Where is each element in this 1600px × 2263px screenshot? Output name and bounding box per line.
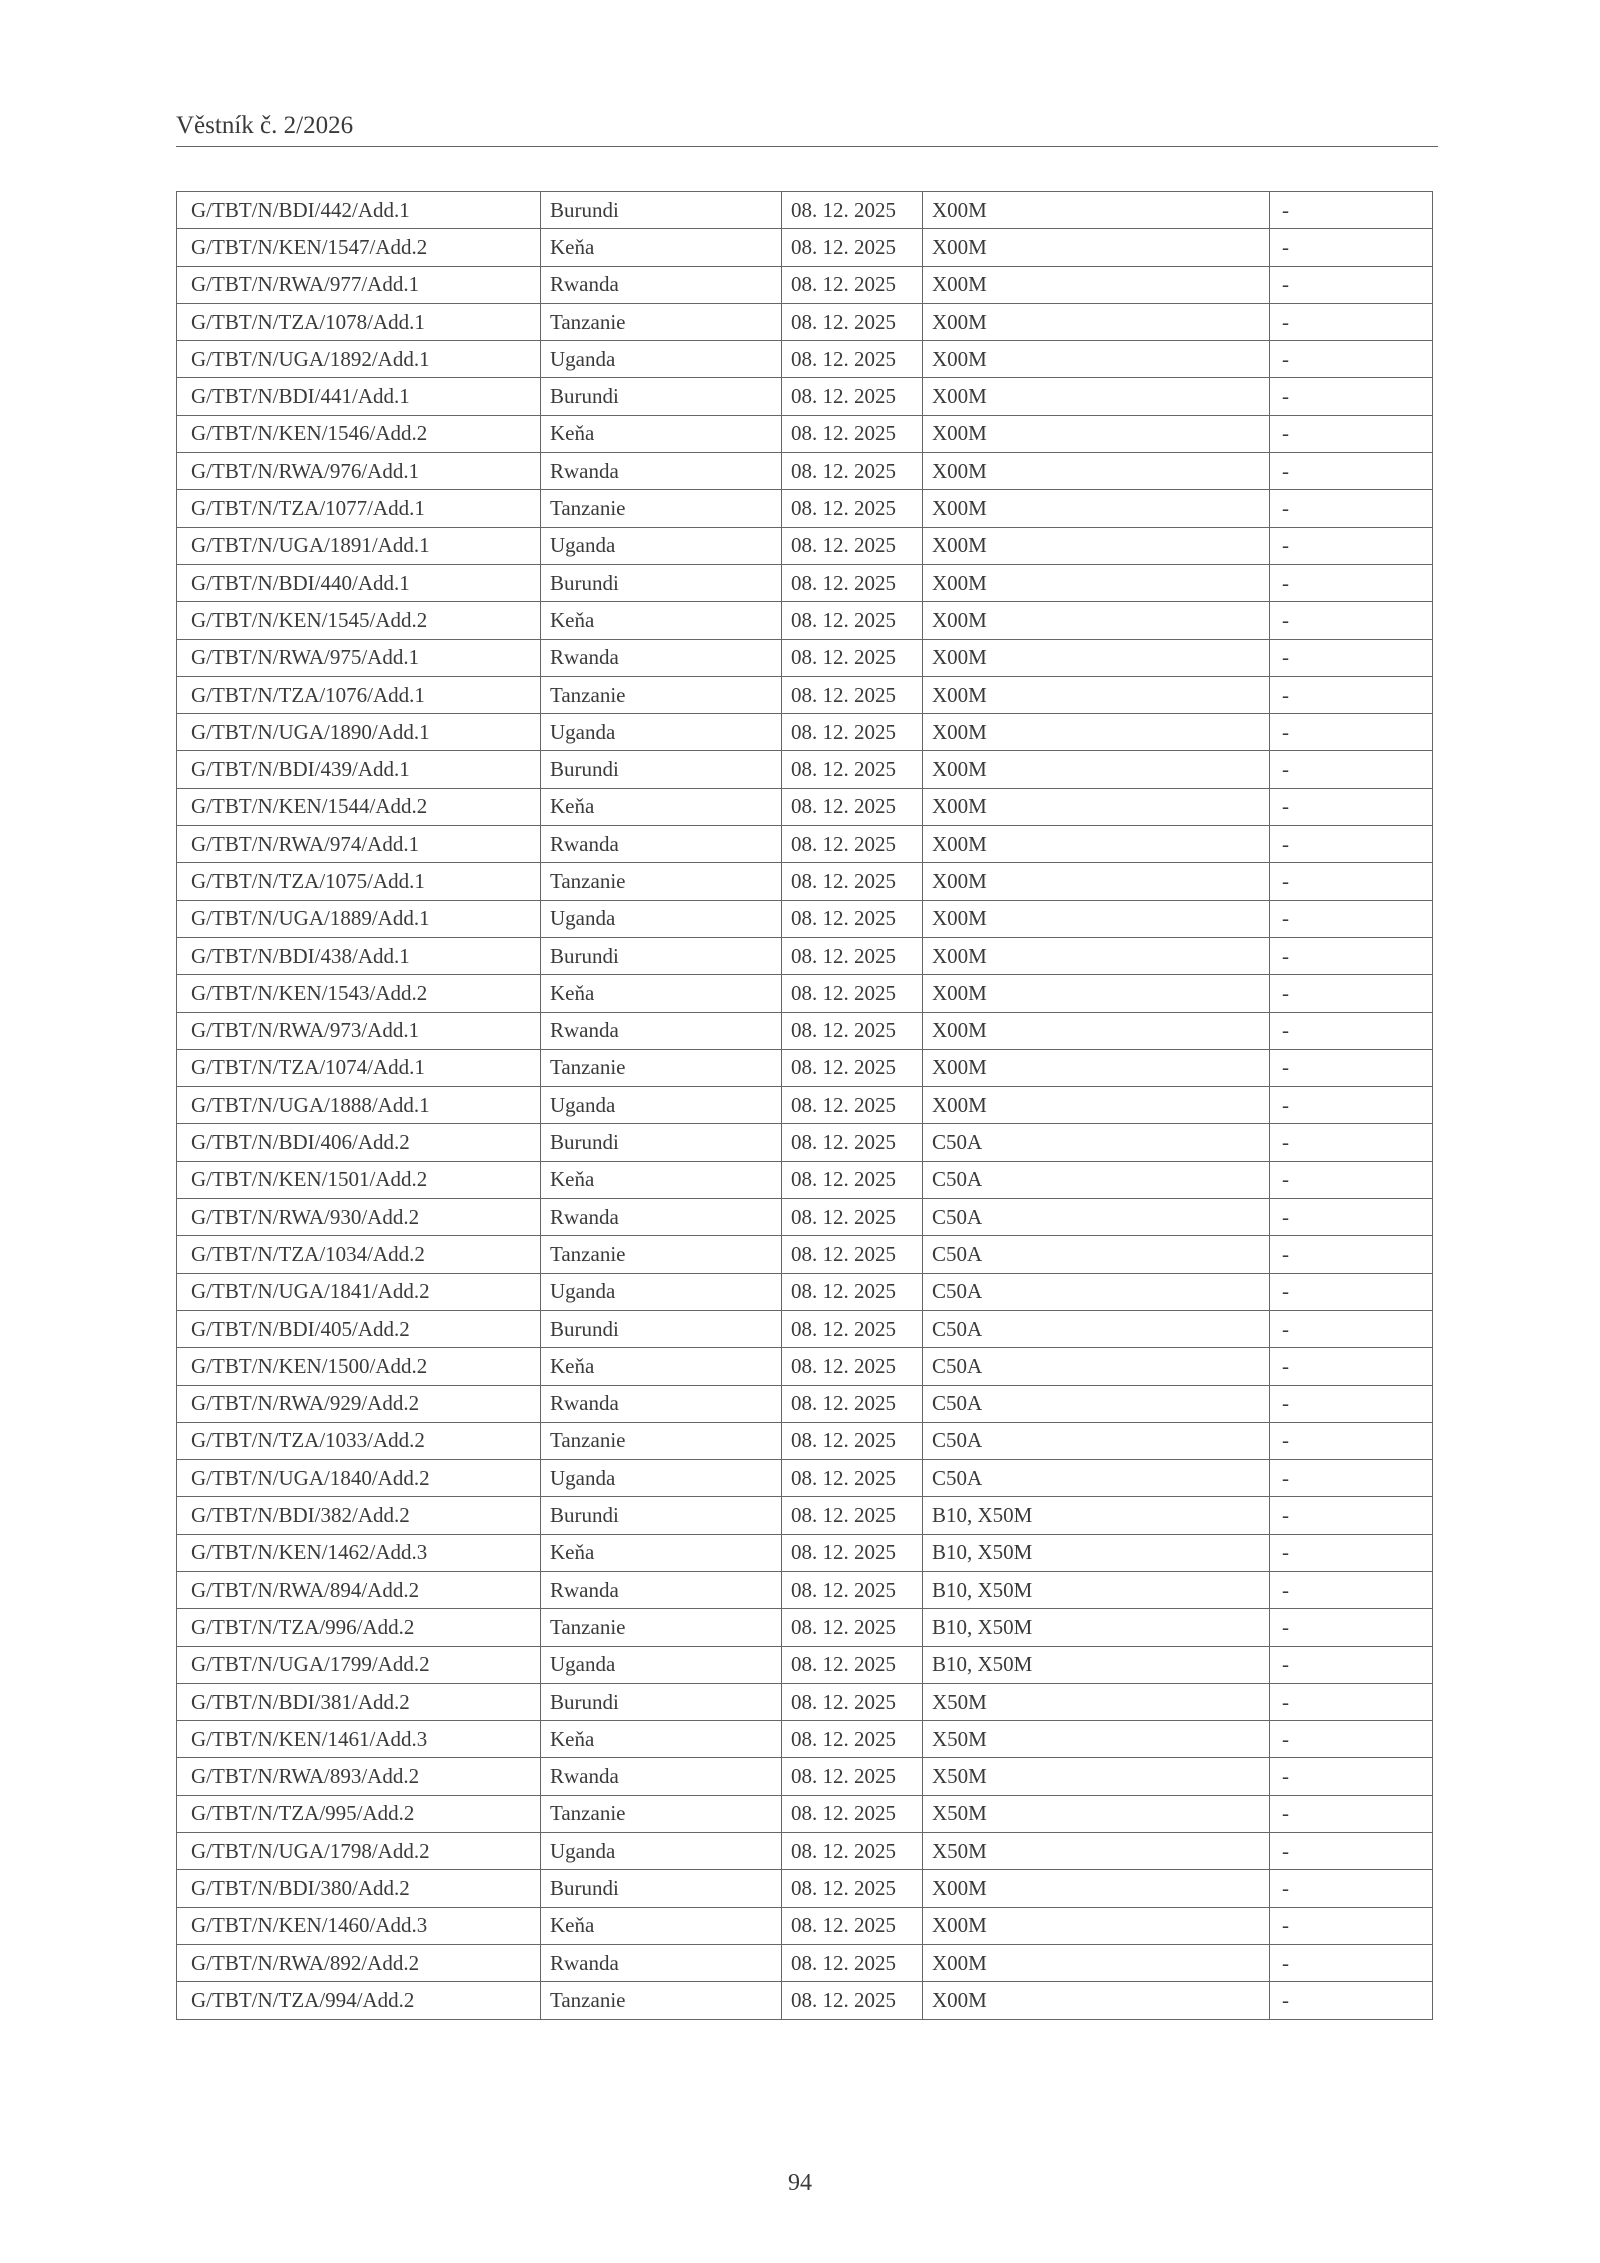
cell-country: Rwanda [541,1758,782,1795]
cell-document-symbol: G/TBT/N/UGA/1799/Add.2 [177,1646,541,1683]
cell-date: 08. 12. 2025 [782,1534,923,1571]
cell-country: Uganda [541,1087,782,1124]
cell-document-symbol: G/TBT/N/RWA/930/Add.2 [177,1199,541,1236]
table-row [177,863,1433,900]
cell-note: - [1270,1012,1433,1049]
cell-date: 08. 12. 2025 [782,1348,923,1385]
cell-date: 08. 12. 2025 [782,1310,923,1347]
cell-date: 08. 12. 2025 [782,1982,923,2019]
cell-ics-code: X00M [923,1049,1270,1086]
cell-note: - [1270,453,1433,490]
cell-document-symbol: G/TBT/N/RWA/893/Add.2 [177,1758,541,1795]
cell-country: Uganda [541,1273,782,1310]
cell-document-symbol: G/TBT/N/RWA/974/Add.1 [177,826,541,863]
cell-note: - [1270,639,1433,676]
cell-ics-code: B10, X50M [923,1571,1270,1608]
cell-note: - [1270,1236,1433,1273]
cell-ics-code: X00M [923,415,1270,452]
cell-ics-code: C50A [923,1161,1270,1198]
cell-date: 08. 12. 2025 [782,1646,923,1683]
cell-country: Burundi [541,192,782,229]
table-row [177,1199,1433,1236]
cell-country: Tanzanie [541,863,782,900]
cell-country: Burundi [541,1683,782,1720]
table-row [177,975,1433,1012]
cell-ics-code: X00M [923,714,1270,751]
cell-ics-code: X00M [923,826,1270,863]
cell-country: Uganda [541,1646,782,1683]
cell-note: - [1270,229,1433,266]
cell-ics-code: X50M [923,1683,1270,1720]
cell-date: 08. 12. 2025 [782,1571,923,1608]
cell-ics-code: C50A [923,1124,1270,1161]
cell-country: Uganda [541,527,782,564]
page-number: 94 [788,2170,812,2196]
table-row [177,378,1433,415]
cell-date: 08. 12. 2025 [782,1049,923,1086]
cell-country: Burundi [541,751,782,788]
cell-ics-code: X00M [923,564,1270,601]
table-row [177,1012,1433,1049]
table-row [177,676,1433,713]
cell-date: 08. 12. 2025 [782,303,923,340]
page-header-title: Věstník č. 2/2026 [176,112,354,139]
cell-country: Rwanda [541,1012,782,1049]
cell-country: Uganda [541,1833,782,1870]
cell-country: Burundi [541,937,782,974]
cell-ics-code: C50A [923,1422,1270,1459]
table-row [177,1944,1433,1981]
cell-country: Rwanda [541,1571,782,1608]
table-row [177,1646,1433,1683]
cell-document-symbol: G/TBT/N/KEN/1544/Add.2 [177,788,541,825]
cell-ics-code: B10, X50M [923,1609,1270,1646]
cell-date: 08. 12. 2025 [782,266,923,303]
cell-ics-code: C50A [923,1236,1270,1273]
cell-note: - [1270,564,1433,601]
cell-document-symbol: G/TBT/N/BDI/406/Add.2 [177,1124,541,1161]
cell-country: Rwanda [541,639,782,676]
table-row [177,490,1433,527]
cell-document-symbol: G/TBT/N/RWA/894/Add.2 [177,1571,541,1608]
cell-country: Keňa [541,1721,782,1758]
cell-ics-code: B10, X50M [923,1534,1270,1571]
table-row [177,192,1433,229]
cell-date: 08. 12. 2025 [782,1683,923,1720]
cell-country: Tanzanie [541,490,782,527]
cell-date: 08. 12. 2025 [782,1721,923,1758]
cell-ics-code: X00M [923,751,1270,788]
table-row [177,751,1433,788]
cell-country: Keňa [541,1161,782,1198]
cell-ics-code: X50M [923,1833,1270,1870]
cell-document-symbol: G/TBT/N/KEN/1462/Add.3 [177,1534,541,1571]
cell-country: Tanzanie [541,1609,782,1646]
cell-country: Rwanda [541,1199,782,1236]
cell-country: Burundi [541,1310,782,1347]
table-row [177,826,1433,863]
cell-note: - [1270,1497,1433,1534]
cell-date: 08. 12. 2025 [782,490,923,527]
cell-ics-code: X00M [923,1087,1270,1124]
header-divider [176,146,1438,147]
cell-date: 08. 12. 2025 [782,1833,923,1870]
table-row [177,1795,1433,1832]
cell-note: - [1270,1795,1433,1832]
cell-note: - [1270,788,1433,825]
cell-country: Uganda [541,900,782,937]
cell-date: 08. 12. 2025 [782,378,923,415]
cell-country: Rwanda [541,266,782,303]
table-row [177,937,1433,974]
cell-document-symbol: G/TBT/N/KEN/1545/Add.2 [177,602,541,639]
cell-date: 08. 12. 2025 [782,1087,923,1124]
table-row [177,415,1433,452]
cell-date: 08. 12. 2025 [782,564,923,601]
cell-ics-code: X00M [923,1907,1270,1944]
cell-ics-code: X00M [923,1944,1270,1981]
cell-note: - [1270,975,1433,1012]
table-row [177,1497,1433,1534]
table-row [177,900,1433,937]
cell-country: Tanzanie [541,1236,782,1273]
cell-date: 08. 12. 2025 [782,453,923,490]
cell-ics-code: X00M [923,676,1270,713]
cell-document-symbol: G/TBT/N/BDI/441/Add.1 [177,378,541,415]
cell-ics-code: B10, X50M [923,1497,1270,1534]
cell-country: Keňa [541,975,782,1012]
cell-ics-code: X50M [923,1758,1270,1795]
cell-ics-code: X00M [923,975,1270,1012]
cell-document-symbol: G/TBT/N/BDI/442/Add.1 [177,192,541,229]
cell-note: - [1270,527,1433,564]
cell-document-symbol: G/TBT/N/RWA/976/Add.1 [177,453,541,490]
cell-country: Keňa [541,788,782,825]
cell-document-symbol: G/TBT/N/TZA/1076/Add.1 [177,676,541,713]
cell-date: 08. 12. 2025 [782,1124,923,1161]
table-row [177,527,1433,564]
cell-ics-code: C50A [923,1385,1270,1422]
notification-table [176,191,1433,2020]
table-row [177,1571,1433,1608]
cell-date: 08. 12. 2025 [782,975,923,1012]
cell-note: - [1270,1385,1433,1422]
table-row [177,639,1433,676]
table-row [177,1385,1433,1422]
cell-date: 08. 12. 2025 [782,1907,923,1944]
cell-note: - [1270,303,1433,340]
cell-ics-code: C50A [923,1273,1270,1310]
cell-ics-code: X00M [923,341,1270,378]
cell-note: - [1270,1944,1433,1981]
cell-ics-code: X00M [923,453,1270,490]
cell-country: Keňa [541,1534,782,1571]
table-row [177,1460,1433,1497]
cell-country: Rwanda [541,453,782,490]
table-row [177,1236,1433,1273]
cell-document-symbol: G/TBT/N/UGA/1890/Add.1 [177,714,541,751]
table-row [177,564,1433,601]
cell-note: - [1270,1907,1433,1944]
cell-note: - [1270,490,1433,527]
cell-date: 08. 12. 2025 [782,415,923,452]
cell-date: 08. 12. 2025 [782,229,923,266]
cell-country: Keňa [541,415,782,452]
cell-country: Burundi [541,1124,782,1161]
cell-document-symbol: G/TBT/N/RWA/929/Add.2 [177,1385,541,1422]
cell-document-symbol: G/TBT/N/TZA/994/Add.2 [177,1982,541,2019]
cell-ics-code: C50A [923,1310,1270,1347]
cell-date: 08. 12. 2025 [782,1199,923,1236]
cell-note: - [1270,266,1433,303]
cell-country: Keňa [541,1348,782,1385]
cell-ics-code: C50A [923,1348,1270,1385]
cell-date: 08. 12. 2025 [782,714,923,751]
cell-note: - [1270,1833,1433,1870]
table-row [177,1534,1433,1571]
cell-ics-code: X00M [923,937,1270,974]
cell-ics-code: X50M [923,1721,1270,1758]
cell-date: 08. 12. 2025 [782,1870,923,1907]
cell-note: - [1270,900,1433,937]
cell-note: - [1270,1087,1433,1124]
cell-date: 08. 12. 2025 [782,1944,923,1981]
cell-note: - [1270,1422,1433,1459]
cell-document-symbol: G/TBT/N/RWA/973/Add.1 [177,1012,541,1049]
table-row [177,602,1433,639]
cell-date: 08. 12. 2025 [782,1758,923,1795]
table-row [177,1087,1433,1124]
table-row [177,1758,1433,1795]
cell-ics-code: X00M [923,1870,1270,1907]
cell-note: - [1270,714,1433,751]
cell-date: 08. 12. 2025 [782,900,923,937]
cell-date: 08. 12. 2025 [782,788,923,825]
cell-country: Tanzanie [541,303,782,340]
cell-document-symbol: G/TBT/N/TZA/1034/Add.2 [177,1236,541,1273]
cell-country: Rwanda [541,1385,782,1422]
cell-country: Rwanda [541,826,782,863]
table-row [177,1273,1433,1310]
cell-note: - [1270,937,1433,974]
cell-note: - [1270,751,1433,788]
cell-country: Tanzanie [541,676,782,713]
cell-note: - [1270,1571,1433,1608]
cell-ics-code: X00M [923,378,1270,415]
cell-country: Tanzanie [541,1049,782,1086]
table-row [177,1870,1433,1907]
cell-note: - [1270,863,1433,900]
table-body [177,192,1433,2020]
table-row [177,1310,1433,1347]
table-row [177,1161,1433,1198]
cell-document-symbol: G/TBT/N/BDI/438/Add.1 [177,937,541,974]
cell-date: 08. 12. 2025 [782,1422,923,1459]
table-row [177,1124,1433,1161]
cell-note: - [1270,1199,1433,1236]
cell-country: Burundi [541,1497,782,1534]
cell-document-symbol: G/TBT/N/TZA/995/Add.2 [177,1795,541,1832]
cell-note: - [1270,1534,1433,1571]
cell-date: 08. 12. 2025 [782,826,923,863]
cell-document-symbol: G/TBT/N/UGA/1891/Add.1 [177,527,541,564]
cell-ics-code: X50M [923,1795,1270,1832]
cell-country: Keňa [541,602,782,639]
cell-country: Tanzanie [541,1795,782,1832]
cell-country: Uganda [541,714,782,751]
cell-note: - [1270,826,1433,863]
cell-country: Burundi [541,378,782,415]
table-row [177,266,1433,303]
cell-date: 08. 12. 2025 [782,602,923,639]
cell-note: - [1270,1721,1433,1758]
cell-date: 08. 12. 2025 [782,1795,923,1832]
cell-document-symbol: G/TBT/N/TZA/1074/Add.1 [177,1049,541,1086]
cell-country: Rwanda [541,1944,782,1981]
cell-document-symbol: G/TBT/N/KEN/1500/Add.2 [177,1348,541,1385]
cell-date: 08. 12. 2025 [782,639,923,676]
cell-date: 08. 12. 2025 [782,341,923,378]
cell-document-symbol: G/TBT/N/KEN/1461/Add.3 [177,1721,541,1758]
table-row [177,1907,1433,1944]
cell-note: - [1270,415,1433,452]
cell-date: 08. 12. 2025 [782,527,923,564]
cell-ics-code: X00M [923,863,1270,900]
cell-note: - [1270,378,1433,415]
cell-date: 08. 12. 2025 [782,1012,923,1049]
cell-date: 08. 12. 2025 [782,1497,923,1534]
cell-document-symbol: G/TBT/N/TZA/1078/Add.1 [177,303,541,340]
cell-note: - [1270,602,1433,639]
table-row [177,453,1433,490]
table-row [177,714,1433,751]
cell-ics-code: X00M [923,602,1270,639]
cell-ics-code: X00M [923,1012,1270,1049]
cell-country: Burundi [541,564,782,601]
cell-ics-code: X00M [923,1982,1270,2019]
cell-date: 08. 12. 2025 [782,1609,923,1646]
cell-document-symbol: G/TBT/N/KEN/1460/Add.3 [177,1907,541,1944]
cell-note: - [1270,1460,1433,1497]
cell-ics-code: X00M [923,229,1270,266]
cell-date: 08. 12. 2025 [782,751,923,788]
table-row [177,1683,1433,1720]
cell-document-symbol: G/TBT/N/BDI/440/Add.1 [177,564,541,601]
cell-document-symbol: G/TBT/N/KEN/1501/Add.2 [177,1161,541,1198]
table-row [177,303,1433,340]
cell-country: Uganda [541,1460,782,1497]
cell-date: 08. 12. 2025 [782,1273,923,1310]
cell-note: - [1270,1310,1433,1347]
cell-country: Tanzanie [541,1982,782,2019]
table-row [177,1833,1433,1870]
cell-note: - [1270,1348,1433,1385]
cell-document-symbol: G/TBT/N/UGA/1840/Add.2 [177,1460,541,1497]
cell-country: Tanzanie [541,1422,782,1459]
cell-ics-code: X00M [923,266,1270,303]
table-row [177,341,1433,378]
cell-note: - [1270,1683,1433,1720]
cell-date: 08. 12. 2025 [782,676,923,713]
cell-ics-code: B10, X50M [923,1646,1270,1683]
cell-ics-code: C50A [923,1460,1270,1497]
cell-note: - [1270,341,1433,378]
cell-country: Keňa [541,229,782,266]
cell-document-symbol: G/TBT/N/RWA/892/Add.2 [177,1944,541,1981]
cell-ics-code: C50A [923,1199,1270,1236]
cell-note: - [1270,1609,1433,1646]
cell-country: Burundi [541,1870,782,1907]
table-row [177,788,1433,825]
cell-document-symbol: G/TBT/N/BDI/439/Add.1 [177,751,541,788]
cell-note: - [1270,1161,1433,1198]
cell-document-symbol: G/TBT/N/UGA/1888/Add.1 [177,1087,541,1124]
cell-ics-code: X00M [923,527,1270,564]
cell-ics-code: X00M [923,900,1270,937]
cell-country: Keňa [541,1907,782,1944]
table-row [177,1049,1433,1086]
cell-note: - [1270,1273,1433,1310]
cell-document-symbol: G/TBT/N/RWA/975/Add.1 [177,639,541,676]
cell-date: 08. 12. 2025 [782,937,923,974]
cell-note: - [1270,1758,1433,1795]
cell-date: 08. 12. 2025 [782,1385,923,1422]
cell-document-symbol: G/TBT/N/TZA/1033/Add.2 [177,1422,541,1459]
cell-note: - [1270,676,1433,713]
cell-date: 08. 12. 2025 [782,1460,923,1497]
cell-document-symbol: G/TBT/N/KEN/1547/Add.2 [177,229,541,266]
cell-document-symbol: G/TBT/N/UGA/1889/Add.1 [177,900,541,937]
cell-note: - [1270,1646,1433,1683]
cell-ics-code: X00M [923,639,1270,676]
cell-document-symbol: G/TBT/N/BDI/380/Add.2 [177,1870,541,1907]
cell-date: 08. 12. 2025 [782,863,923,900]
cell-date: 08. 12. 2025 [782,1236,923,1273]
cell-country: Uganda [541,341,782,378]
cell-document-symbol: G/TBT/N/TZA/996/Add.2 [177,1609,541,1646]
cell-ics-code: X00M [923,192,1270,229]
cell-document-symbol: G/TBT/N/TZA/1077/Add.1 [177,490,541,527]
cell-document-symbol: G/TBT/N/KEN/1543/Add.2 [177,975,541,1012]
cell-note: - [1270,1049,1433,1086]
cell-ics-code: X00M [923,490,1270,527]
cell-document-symbol: G/TBT/N/UGA/1892/Add.1 [177,341,541,378]
cell-date: 08. 12. 2025 [782,1161,923,1198]
cell-document-symbol: G/TBT/N/BDI/381/Add.2 [177,1683,541,1720]
cell-document-symbol: G/TBT/N/TZA/1075/Add.1 [177,863,541,900]
cell-note: - [1270,1870,1433,1907]
cell-document-symbol: G/TBT/N/RWA/977/Add.1 [177,266,541,303]
table-row [177,1609,1433,1646]
cell-note: - [1270,1124,1433,1161]
cell-date: 08. 12. 2025 [782,192,923,229]
cell-note: - [1270,1982,1433,2019]
table-row [177,229,1433,266]
cell-note: - [1270,192,1433,229]
table-row [177,1721,1433,1758]
table-row [177,1982,1433,2019]
cell-document-symbol: G/TBT/N/BDI/405/Add.2 [177,1310,541,1347]
cell-ics-code: X00M [923,788,1270,825]
cell-document-symbol: G/TBT/N/UGA/1841/Add.2 [177,1273,541,1310]
cell-document-symbol: G/TBT/N/KEN/1546/Add.2 [177,415,541,452]
cell-ics-code: X00M [923,303,1270,340]
cell-document-symbol: G/TBT/N/BDI/382/Add.2 [177,1497,541,1534]
table-row [177,1348,1433,1385]
cell-document-symbol: G/TBT/N/UGA/1798/Add.2 [177,1833,541,1870]
table-row [177,1422,1433,1459]
